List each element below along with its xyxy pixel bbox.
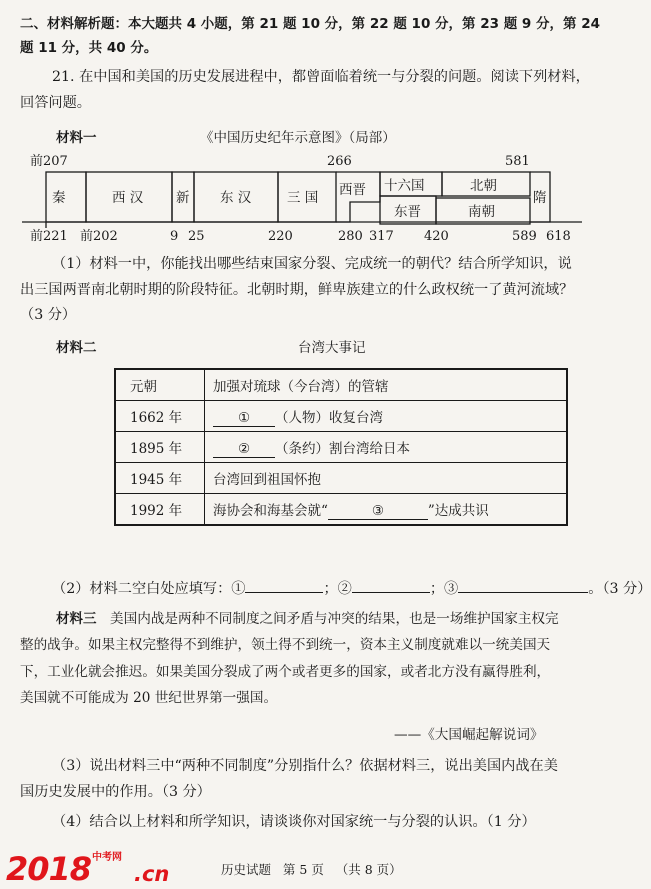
year-label-top: 266: [327, 154, 352, 169]
event-desc: ① （人物）收复台湾: [205, 401, 568, 432]
section-heading-cont: 题 11 分，共 40 分。: [20, 40, 158, 56]
section-heading: 二、材料解析题：本大题共 4 小题，第 21 题 10 分，第 22 题 10 分，第 23 题 9 分，第 24: [20, 16, 601, 32]
page-number: 历史试题 第 5 页 （共 8 页）: [221, 862, 402, 877]
event-year: 元朝: [115, 369, 205, 401]
table-row: [115, 463, 567, 494]
material3-source: ——《大国崛起解说词》: [394, 727, 544, 743]
history-timeline: [0, 150, 600, 245]
q1-score: （3 分）: [20, 307, 77, 323]
year-label-bottom: 317: [369, 229, 394, 244]
timeline-title: 《中国历史纪年示意图》（局部）: [200, 130, 396, 146]
q1-text: （1）材料一中，你能找出哪些结束国家分裂、完成统一的朝代？结合所学知识，说: [52, 256, 572, 272]
table-row: [115, 494, 567, 526]
table-row: [115, 401, 567, 432]
year-label-bottom: 25: [188, 229, 205, 244]
event-desc: 加强对琉球（今台湾）的管辖: [205, 369, 568, 401]
period-label: 北朝: [470, 178, 497, 194]
taiwan-events-table: [114, 368, 568, 526]
event-year: 1662 年: [115, 401, 205, 432]
table-title: 台湾大事记: [298, 340, 366, 356]
year-label-bottom: 220: [268, 229, 293, 244]
site-logo-domain: .cn: [134, 862, 170, 886]
period-label: 秦: [52, 190, 66, 206]
event-desc: ② （条约）割台湾给日本: [205, 432, 568, 463]
page-footer: [0, 850, 600, 889]
year-label-top: 前207: [30, 154, 68, 169]
period-label: 东 汉: [220, 190, 252, 206]
q3-text-cont: 国历史发展中的作用。（3 分）: [20, 784, 211, 800]
event-desc: 台湾回到祖国怀抱: [205, 463, 568, 494]
year-label-bottom: 前221: [30, 229, 68, 244]
event-year: 1992 年: [115, 494, 205, 526]
fill-blank-2[interactable]: ②: [213, 441, 275, 458]
period-label: 三 国: [287, 190, 319, 206]
period-label: 南朝: [468, 204, 495, 220]
material2-label: 材料二: [56, 340, 97, 356]
answer-blank-3[interactable]: [458, 592, 588, 593]
answer-blank-1[interactable]: [245, 592, 323, 593]
site-logo: 2018: [6, 850, 92, 888]
period-label: 西晋: [339, 182, 366, 198]
period-label: 隋: [533, 190, 547, 206]
event-desc: 海协会和海基会就“ ③ ”达成共识: [205, 494, 568, 526]
period-label: 十六国: [384, 178, 425, 194]
period-label: 新: [176, 190, 190, 206]
period-label: 东晋: [394, 204, 421, 220]
material3-label: 材料三: [56, 611, 97, 627]
year-label-bottom: 618: [546, 229, 571, 244]
year-label-top: 581: [505, 154, 530, 169]
event-year: 1945 年: [115, 463, 205, 494]
question-intro-cont: 回答问题。: [20, 95, 91, 111]
material3-line4: 美国就不可能成为 20 世纪世界第一强国。: [20, 690, 278, 706]
q3-text: （3）说出材料三中“两种不同制度”分别指什么？依据材料三，说出美国内战在美: [52, 758, 558, 774]
question-intro: 21. 在中国和美国的历史发展进程中，都曾面临着统一与分裂的问题。阅读下列材料，: [52, 69, 590, 85]
year-label-bottom: 280: [338, 229, 363, 244]
table-row: [115, 369, 567, 401]
table-row: [115, 432, 567, 463]
q1-text-cont: 出三国两晋南北朝时期的阶段特征。北朝时期，鲜卑族建立的什么政权统一了黄河流域？: [20, 282, 574, 298]
year-label-bottom: 前202: [80, 229, 118, 244]
period-label: 西 汉: [112, 190, 144, 206]
site-logo-label: 中考网: [92, 852, 122, 863]
year-label-bottom: 420: [424, 229, 449, 244]
q4-text: （4）结合以上材料和所学知识，请谈谈你对国家统一与分裂的认识。（1 分）: [52, 814, 536, 830]
fill-blank-1[interactable]: ①: [213, 410, 275, 427]
material3-line3: 下，工业化就会推迟。如果美国分裂成了两个或者更多的国家，或者北方没有赢得胜利，: [20, 664, 551, 680]
q2-text: （2）材料二空白处应填写：① ；② ；③ 。（3 分）: [52, 581, 651, 597]
answer-blank-2[interactable]: [352, 592, 430, 593]
fill-blank-3[interactable]: ③: [328, 503, 428, 520]
material1-label: 材料一: [56, 130, 97, 146]
year-label-bottom: 9: [170, 229, 179, 244]
year-label-bottom: 589: [512, 229, 537, 244]
material3-line2: 整的战争。如果主权完整得不到维护，领土得不到统一，资本主义制度就难以一统美国天: [20, 637, 551, 653]
material3-line1: 材料三 美国内战是两种不同制度之间矛盾与冲突的结果，也是一场维护国家主权完: [56, 611, 559, 627]
event-year: 1895 年: [115, 432, 205, 463]
